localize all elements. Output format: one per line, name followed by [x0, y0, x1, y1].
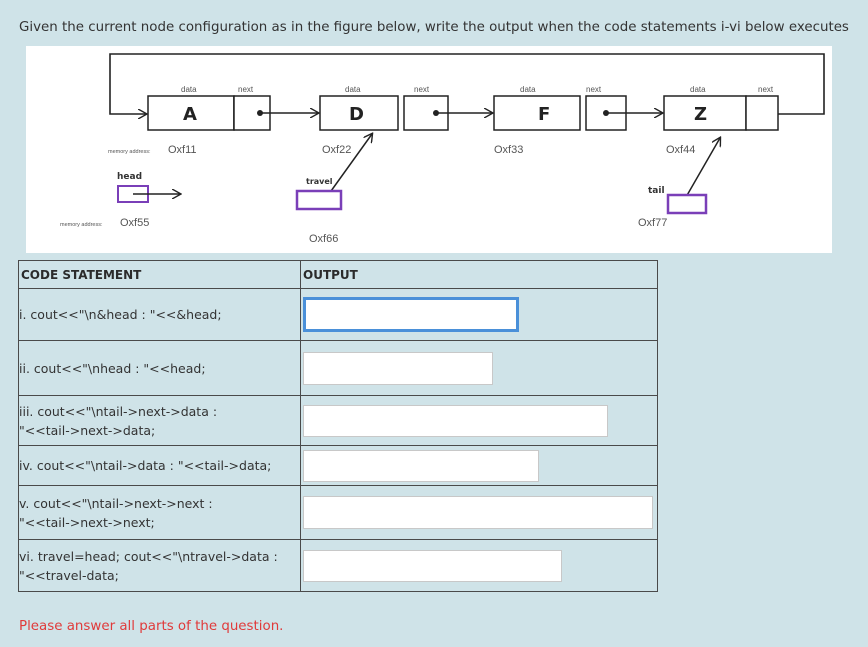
memory-label-head: memory address:	[60, 222, 103, 228]
statement-4: iv. cout<<"\ntail->data : "<<tail->data;	[19, 446, 301, 486]
svg-text:Z: Z	[694, 104, 708, 125]
address-z: Oxf44	[666, 144, 696, 156]
node-f	[494, 96, 580, 130]
statement-6: vi. travel=head; cout<<"\ntravel->data : "<<travel-data;	[19, 540, 301, 592]
header-code-statement: CODE STATEMENT	[19, 261, 301, 289]
memory-label-a: memory address:	[108, 149, 151, 155]
svg-text:D: D	[349, 104, 364, 125]
output-input-5[interactable]	[303, 496, 653, 529]
tail-label: tail	[648, 186, 665, 196]
table-row	[19, 486, 658, 540]
node-z-next-cell	[746, 96, 778, 130]
node-f-data-label: data	[520, 85, 536, 94]
head-address: Oxf55	[120, 217, 150, 229]
table-row	[19, 446, 658, 486]
node-z-data-label: data	[690, 85, 706, 94]
table-row	[19, 289, 658, 341]
output-input-4[interactable]	[303, 450, 539, 482]
travel-address: Oxf66	[309, 233, 339, 245]
statement-3: iii. cout<<"\ntail->next->data : "<<tail->next->data;	[19, 396, 301, 446]
node-a	[148, 96, 234, 130]
travel-pointer-box	[297, 191, 341, 209]
node-z-next-label: next	[758, 85, 774, 94]
header-output: OUTPUT	[301, 261, 658, 289]
table-header-row	[19, 261, 658, 289]
svg-text:F: F	[538, 104, 551, 125]
table-row	[19, 341, 658, 396]
linked-list-figure	[26, 46, 832, 253]
statement-5: v. cout<<"\ntail->next->next : "<<tail->next->next;	[19, 486, 301, 540]
head-label: head	[117, 172, 143, 182]
statement-2: ii. cout<<"\nhead : "<<head;	[19, 341, 301, 396]
statement-1: i. cout<<"\n&head : "<<&head;	[19, 289, 301, 341]
node-d-data-label: data	[345, 85, 361, 94]
answer-all-warning: Please answer all parts of the question.	[19, 619, 284, 634]
tail-pointer-box	[668, 195, 706, 213]
question-text: Given the current node configuration as in the figure below, write the output when the code statements i-vi below executes	[19, 20, 849, 35]
output-input-3[interactable]	[303, 405, 608, 437]
table-row	[19, 540, 658, 592]
node-d	[320, 96, 398, 130]
address-f: Oxf33	[494, 144, 524, 156]
linked-list-diagram	[26, 46, 832, 253]
address-a: Oxf11	[168, 144, 197, 156]
code-statement-table	[18, 260, 658, 592]
output-input-2[interactable]	[303, 352, 493, 385]
tail-address: Oxf77	[638, 217, 668, 229]
svg-text:A: A	[183, 104, 197, 125]
travel-label: travel	[306, 177, 333, 186]
output-input-1[interactable]	[303, 297, 519, 332]
node-z	[664, 96, 746, 130]
node-a-data-label: data	[181, 85, 197, 94]
node-a-next-label: next	[238, 85, 254, 94]
address-d: Oxf22	[322, 144, 352, 156]
node-d-next-label: next	[414, 85, 430, 94]
node-f-next-label: next	[586, 85, 602, 94]
table-row	[19, 396, 658, 446]
output-input-6[interactable]	[303, 550, 562, 582]
